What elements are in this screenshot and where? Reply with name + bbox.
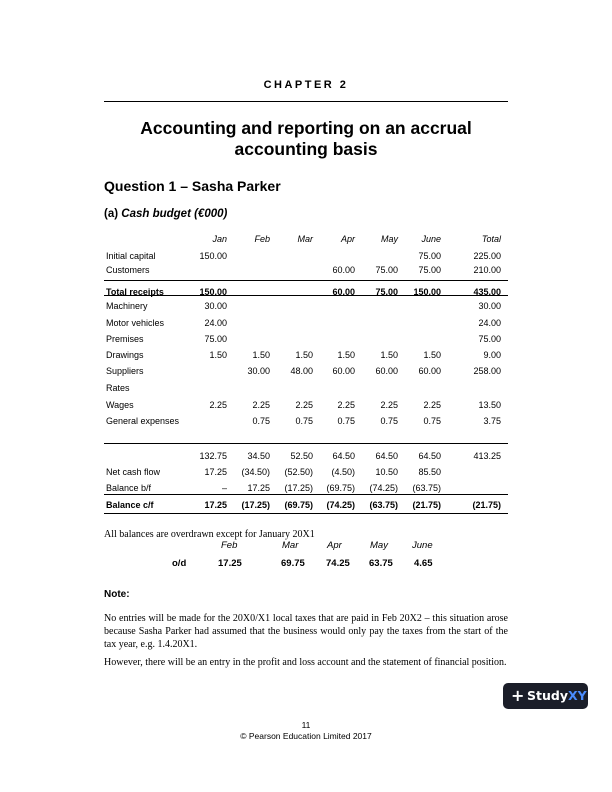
table-cell: 24.00 [478, 318, 501, 328]
table-cell: 258.00 [473, 366, 501, 376]
table-cell: 75.00 [418, 265, 441, 275]
table-cell: 48.00 [290, 366, 313, 376]
part-label: (a) [104, 208, 119, 220]
table-cell: 1.50 [209, 350, 227, 360]
header-divider [104, 101, 508, 102]
table-cell: (21.75) [472, 500, 501, 510]
table-cell: 1.50 [295, 350, 313, 360]
copyright: © Pearson Education Limited 2017 [240, 731, 372, 741]
table-cell: (74.25) [326, 500, 355, 510]
table-cell: 435.00 [473, 287, 501, 297]
table-cell: Mar [297, 234, 313, 244]
table-cell: 60.00 [332, 265, 355, 275]
table-cell: 75.00 [418, 251, 441, 261]
row-label: Machinery [106, 301, 148, 311]
table-row [104, 381, 508, 395]
row-label: Drawings [106, 350, 144, 360]
table-cell: 64.50 [375, 451, 398, 461]
table-cell: 2.25 [295, 400, 313, 410]
table-cell: 9.00 [483, 350, 501, 360]
table-cell: (63.75) [412, 483, 441, 493]
table-cell: 2.25 [423, 400, 441, 410]
table-cell: May [380, 234, 398, 244]
table-divider [104, 513, 508, 514]
od-value-may: 63.75 [369, 558, 393, 569]
overdrawn-note: All balances are overdrawn except for January 20X1 [104, 529, 315, 540]
table-cell: 17.25 [204, 500, 227, 510]
table-cell: 0.75 [337, 416, 355, 426]
badge-text-study: Study [527, 688, 568, 703]
table-cell: 52.50 [290, 451, 313, 461]
row-label: Motor vehicles [106, 318, 165, 328]
table-cell: Apr [340, 234, 355, 244]
question-heading: Question 1 – Sasha Parker [104, 178, 281, 194]
net-cash-flow-row [104, 465, 508, 479]
table-cell: 0.75 [423, 416, 441, 426]
table-row [104, 398, 508, 412]
table-cell: (17.25) [284, 483, 313, 493]
table-cell: 64.50 [332, 451, 355, 461]
table-cell: 0.75 [295, 416, 313, 426]
section-title: Cash budget (€000) [121, 208, 228, 220]
table-row [104, 332, 508, 346]
total-receipts-row [104, 285, 508, 299]
section-heading [104, 208, 227, 220]
row-label: General expenses [106, 416, 180, 426]
table-cell: 60.00 [418, 366, 441, 376]
table-cell: (21.75) [412, 500, 441, 510]
od-label: o/d [172, 558, 187, 569]
table-cell: 210.00 [473, 265, 501, 275]
table-cell: – [221, 483, 227, 493]
row-label: Customers [106, 265, 150, 275]
row-label: Net cash flow [106, 467, 161, 477]
table-cell: 60.00 [375, 366, 398, 376]
page-number: 11 [301, 720, 311, 730]
table-divider [104, 295, 508, 296]
row-label: Total receipts [106, 287, 164, 297]
table-cell: 1.50 [423, 350, 441, 360]
table-cell: 2.25 [252, 400, 270, 410]
table-cell: (4.50) [331, 467, 355, 477]
balance-bf-row [104, 481, 508, 495]
page-title: Accounting and reporting on an accrual accounting basis [140, 118, 472, 159]
table-cell: 10.50 [375, 467, 398, 477]
table-cell: June [421, 234, 441, 244]
row-label: Wages [106, 400, 134, 410]
table-cell: 60.00 [332, 287, 355, 297]
row-label: Balance c/f [106, 500, 154, 510]
table-cell: 75.00 [375, 287, 398, 297]
od-value-feb: 17.25 [218, 558, 242, 569]
table-cell: 75.00 [478, 334, 501, 344]
total-payments-row [104, 449, 508, 463]
badge-text [527, 688, 587, 703]
table-row [104, 364, 508, 378]
balance-cf-row [104, 498, 508, 512]
table-row [104, 316, 508, 330]
table-cell: Total [481, 234, 501, 244]
table-cell: 75.00 [375, 265, 398, 275]
badge-text-xy: XY [567, 688, 587, 703]
row-label: Balance b/f [106, 483, 152, 493]
row-label: Initial capital [106, 251, 156, 261]
table-cell: 60.00 [332, 366, 355, 376]
table-header-row [104, 232, 508, 246]
note-paragraph-1: No entries will be made for the 20X0/X1 local taxes that are paid in Feb 20X2 – this situation arose because Sasha Parker had assumed that the business would only pay the taxes from the start of the tax year, e.g. 1.4.20X1. [104, 613, 508, 650]
table-cell: 1.50 [337, 350, 355, 360]
od-month-feb: Feb [221, 540, 238, 551]
table-divider [104, 443, 508, 444]
table-cell: 24.00 [204, 318, 227, 328]
table-row [104, 414, 508, 428]
table-cell: 30.00 [247, 366, 270, 376]
table-cell: 1.50 [252, 350, 270, 360]
table-cell: 85.50 [418, 467, 441, 477]
table-cell: 2.25 [209, 400, 227, 410]
table-cell: 0.75 [252, 416, 270, 426]
od-month-mar: Mar [282, 540, 299, 551]
od-value-mar: 69.75 [281, 558, 305, 569]
table-row [104, 348, 508, 362]
table-cell: 64.50 [418, 451, 441, 461]
od-value-apr: 74.25 [326, 558, 350, 569]
page-footer [0, 720, 612, 742]
table-cell: 0.75 [380, 416, 398, 426]
note-paragraph-2: However, there will be an entry in the profit and loss account and the statement of financial position. [104, 657, 507, 668]
table-cell: 150.00 [413, 287, 441, 297]
table-cell: 3.75 [483, 416, 501, 426]
table-cell: 2.25 [380, 400, 398, 410]
table-cell: 13.50 [478, 400, 501, 410]
table-cell: 413.25 [473, 451, 501, 461]
table-row [104, 249, 508, 263]
table-cell: (17.25) [241, 500, 270, 510]
table-cell: 17.25 [204, 467, 227, 477]
table-cell: 150.00 [199, 287, 227, 297]
table-divider [104, 494, 508, 495]
table-cell: 225.00 [473, 251, 501, 261]
table-cell: 75.00 [204, 334, 227, 344]
chapter-label: CHAPTER 2 [263, 79, 349, 91]
table-cell: 2.25 [337, 400, 355, 410]
table-cell: (74.25) [369, 483, 398, 493]
table-divider [104, 280, 508, 281]
table-cell: 30.00 [204, 301, 227, 311]
od-value-june: 4.65 [414, 558, 433, 569]
note-heading: Note: [104, 589, 130, 600]
table-cell: Feb [254, 234, 270, 244]
table-cell: (52.50) [284, 467, 313, 477]
table-cell: (69.75) [284, 500, 313, 510]
row-label: Rates [106, 383, 130, 393]
table-cell: 17.25 [247, 483, 270, 493]
row-label: Suppliers [106, 366, 144, 376]
od-month-apr: Apr [327, 540, 342, 551]
studyxy-badge[interactable] [503, 683, 588, 709]
table-cell: 1.50 [380, 350, 398, 360]
od-month-june: June [412, 540, 433, 551]
table-cell: 30.00 [478, 301, 501, 311]
table-row [104, 263, 508, 277]
table-cell: (34.50) [241, 467, 270, 477]
plus-icon: + [511, 686, 525, 705]
table-cell: 34.50 [247, 451, 270, 461]
table-cell: 132.75 [199, 451, 227, 461]
table-cell: 150.00 [199, 251, 227, 261]
table-cell: (63.75) [369, 500, 398, 510]
table-row [104, 299, 508, 313]
table-cell: (69.75) [326, 483, 355, 493]
row-label: Premises [106, 334, 144, 344]
od-month-may: May [370, 540, 388, 551]
table-cell: Jan [212, 234, 227, 244]
